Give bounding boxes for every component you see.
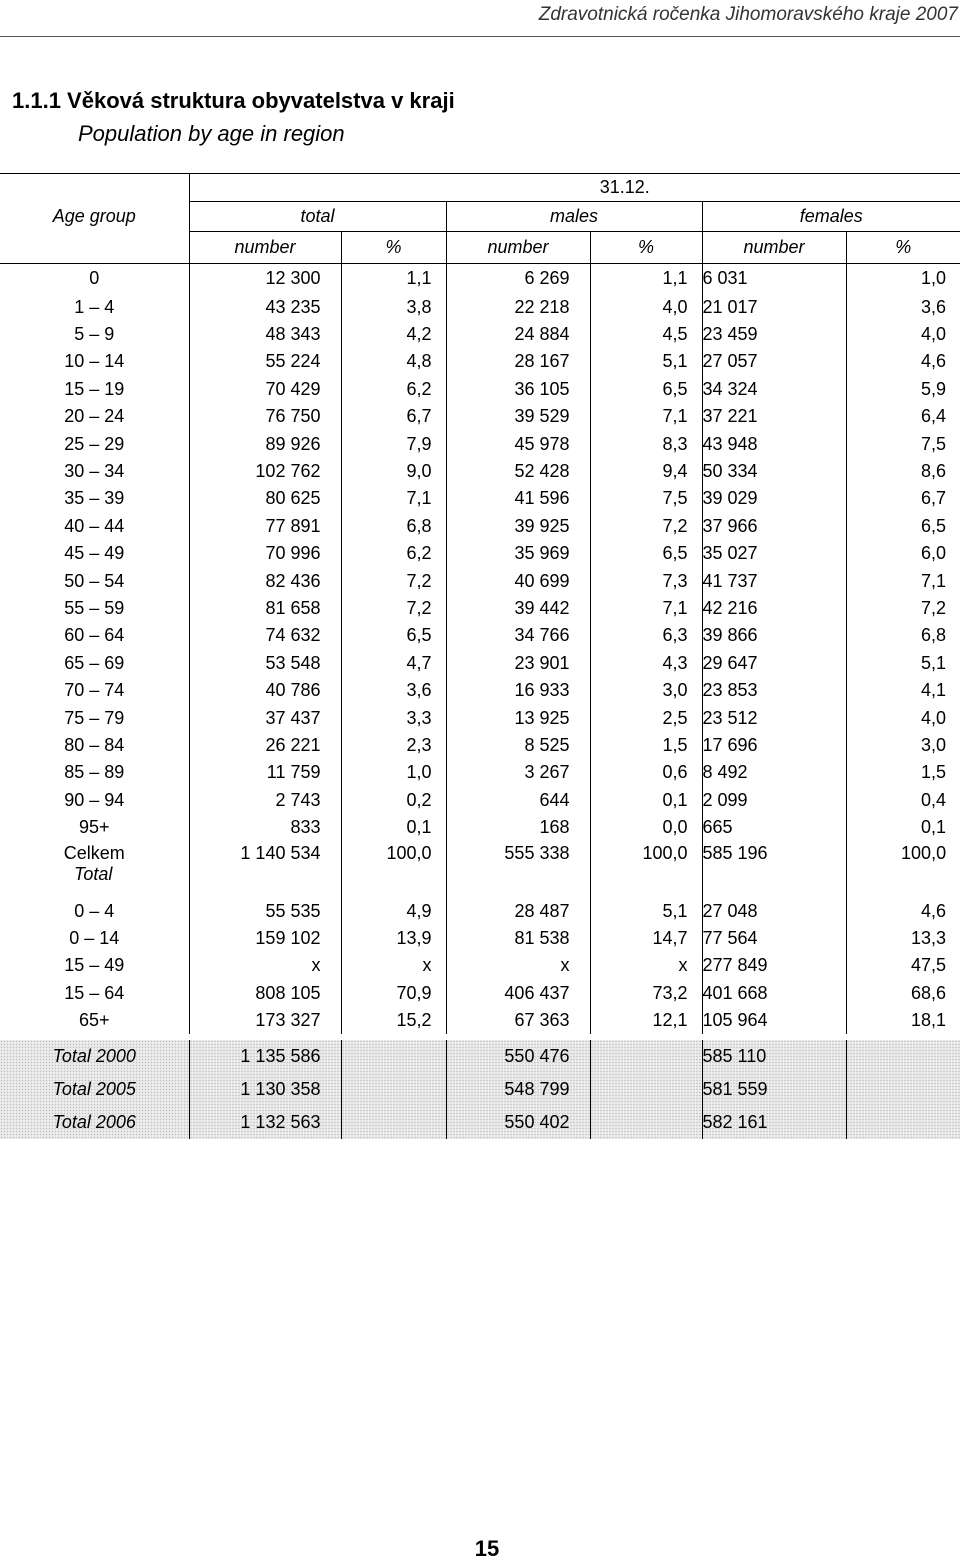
value-cell: 43 948 — [702, 430, 846, 457]
value-cell: 39 442 — [446, 595, 590, 622]
value-cell: 1,5 — [846, 759, 960, 786]
value-cell: 3 267 — [446, 759, 590, 786]
history-row — [0, 1040, 960, 1073]
value-cell: 6,5 — [590, 540, 702, 567]
table-row — [0, 294, 960, 321]
value-cell: 3,3 — [341, 704, 446, 731]
value-cell: 81 658 — [189, 595, 341, 622]
value-cell — [846, 1073, 960, 1106]
value-cell: 26 221 — [189, 732, 341, 759]
value-cell: 5,1 — [846, 650, 960, 677]
value-cell: 45 978 — [446, 430, 590, 457]
age-group-cell: Total 2000 — [0, 1040, 189, 1073]
value-cell: 34 766 — [446, 622, 590, 649]
age-group-cell: 90 – 94 — [64, 789, 125, 810]
value-cell: 7,9 — [341, 430, 446, 457]
value-cell: 5,1 — [590, 897, 702, 924]
value-cell: 7,2 — [341, 567, 446, 594]
value-cell: 6,7 — [846, 485, 960, 512]
value-cell: 74 632 — [189, 622, 341, 649]
table-row — [0, 622, 960, 649]
value-cell — [341, 1106, 446, 1139]
value-cell: 1,5 — [590, 732, 702, 759]
table-row — [0, 650, 960, 677]
value-cell: 50 334 — [702, 458, 846, 485]
value-cell — [341, 1073, 446, 1106]
age-group-cell: 15 – 19 — [64, 378, 125, 399]
value-cell: 3,8 — [341, 294, 446, 321]
value-cell: 73,2 — [590, 979, 702, 1006]
value-cell: 833 — [189, 814, 341, 841]
value-cell: 9,0 — [341, 458, 446, 485]
age-group-cell: 5 – 9 — [74, 324, 115, 345]
value-cell: 28 487 — [446, 897, 590, 924]
table-row — [0, 595, 960, 622]
subcol-header: % — [846, 232, 960, 264]
age-group-cell: 0 – 4 — [74, 900, 115, 921]
value-cell: 77 891 — [189, 513, 341, 540]
value-cell: 27 057 — [702, 348, 846, 375]
history-row — [0, 1106, 960, 1139]
age-group-cell: 55 – 59 — [64, 597, 125, 618]
value-cell: 6,8 — [341, 513, 446, 540]
age-group-cell: 75 – 79 — [64, 707, 125, 728]
value-cell: 4,6 — [846, 897, 960, 924]
value-cell: 41 737 — [702, 567, 846, 594]
age-group-cell: 35 – 39 — [64, 488, 125, 509]
history-row — [0, 1073, 960, 1106]
table-row — [0, 348, 960, 375]
table-row — [0, 485, 960, 512]
value-cell: 18,1 — [846, 1007, 960, 1034]
group-header-total: total — [189, 202, 446, 232]
value-cell: 40 699 — [446, 567, 590, 594]
value-cell: 5,9 — [846, 376, 960, 403]
value-cell: 2 099 — [702, 787, 846, 814]
age-group-cell: 85 – 89 — [64, 762, 125, 783]
value-cell: 7,1 — [846, 567, 960, 594]
value-cell: 6,3 — [590, 622, 702, 649]
value-cell: 4,0 — [846, 321, 960, 348]
value-cell: 808 105 — [189, 979, 341, 1006]
value-cell: 9,4 — [590, 458, 702, 485]
value-cell: 35 969 — [446, 540, 590, 567]
value-cell: 5,1 — [590, 348, 702, 375]
value-cell: 55 535 — [189, 897, 341, 924]
value-cell: 6,5 — [590, 376, 702, 403]
value-cell: 4,0 — [846, 704, 960, 731]
value-cell: 15,2 — [341, 1007, 446, 1034]
table-row — [0, 567, 960, 594]
age-group-cell: 25 – 29 — [64, 433, 125, 454]
value-cell: 173 327 — [189, 1007, 341, 1034]
value-cell: 1 135 586 — [189, 1040, 341, 1073]
value-cell: 406 437 — [446, 979, 590, 1006]
value-cell: 37 221 — [702, 403, 846, 430]
value-cell: 7,1 — [590, 403, 702, 430]
summary-row — [0, 979, 960, 1006]
total-value-cell: 100,0 — [341, 841, 446, 897]
group-header-females: females — [702, 202, 960, 232]
value-cell: 22 218 — [446, 294, 590, 321]
value-cell: 70 429 — [189, 376, 341, 403]
value-cell: 7,1 — [341, 485, 446, 512]
header-row-groups — [0, 202, 960, 232]
total-label-cell — [0, 841, 189, 897]
total-row — [0, 841, 960, 897]
age-group-cell: 15 – 64 — [64, 982, 125, 1003]
value-cell: 0,2 — [341, 787, 446, 814]
value-cell: 4,8 — [341, 348, 446, 375]
value-cell: 28 167 — [446, 348, 590, 375]
table-row — [0, 321, 960, 348]
page-number: 15 — [474, 1536, 500, 1561]
value-cell: 43 235 — [189, 294, 341, 321]
value-cell: 8 492 — [702, 759, 846, 786]
value-cell: 41 596 — [446, 485, 590, 512]
total-value-cell: 100,0 — [846, 841, 960, 897]
value-cell: 4,1 — [846, 677, 960, 704]
value-cell: 0,0 — [590, 814, 702, 841]
section-subtitle: Population by age in region — [78, 121, 345, 146]
age-group-cell: 60 – 64 — [64, 625, 125, 646]
age-group-cell: 1 – 4 — [74, 296, 115, 317]
value-cell: 0,1 — [590, 787, 702, 814]
value-cell: 0,1 — [341, 814, 446, 841]
table-row — [0, 430, 960, 457]
summary-row — [0, 1007, 960, 1034]
value-cell: 40 786 — [189, 677, 341, 704]
value-cell: 39 925 — [446, 513, 590, 540]
value-cell: x — [341, 952, 446, 979]
value-cell: 82 436 — [189, 567, 341, 594]
value-cell: 6,0 — [846, 540, 960, 567]
value-cell: 401 668 — [702, 979, 846, 1006]
subcol-header: % — [341, 232, 446, 264]
value-cell: 52 428 — [446, 458, 590, 485]
value-cell: 7,2 — [590, 513, 702, 540]
subcol-header: number — [189, 232, 341, 264]
table-row — [0, 677, 960, 704]
value-cell — [846, 1106, 960, 1139]
value-cell: 644 — [446, 787, 590, 814]
value-cell: 17 696 — [702, 732, 846, 759]
value-cell: 550 476 — [446, 1040, 590, 1073]
value-cell: 77 564 — [702, 925, 846, 952]
value-cell: 13 925 — [446, 704, 590, 731]
value-cell: 13,9 — [341, 925, 446, 952]
value-cell: 1,1 — [341, 264, 446, 294]
value-cell: 3,6 — [341, 677, 446, 704]
value-cell: 34 324 — [702, 376, 846, 403]
value-cell: 665 — [702, 814, 846, 841]
value-cell: 6,7 — [341, 403, 446, 430]
value-cell: 53 548 — [189, 650, 341, 677]
value-cell: 102 762 — [189, 458, 341, 485]
value-cell: 1,0 — [846, 264, 960, 294]
value-cell: 55 224 — [189, 348, 341, 375]
table-row — [0, 759, 960, 786]
value-cell: 3,0 — [846, 732, 960, 759]
age-group-cell: 15 – 49 — [64, 955, 125, 976]
value-cell: 1 132 563 — [189, 1106, 341, 1139]
value-cell — [590, 1106, 702, 1139]
value-cell — [846, 1040, 960, 1073]
value-cell: 48 343 — [189, 321, 341, 348]
value-cell: 2,3 — [341, 732, 446, 759]
value-cell: 21 017 — [702, 294, 846, 321]
value-cell: 12,1 — [590, 1007, 702, 1034]
table-row — [0, 513, 960, 540]
summary-row — [0, 952, 960, 979]
value-cell: 37 966 — [702, 513, 846, 540]
value-cell: 6,4 — [846, 403, 960, 430]
value-cell: x — [446, 952, 590, 979]
subcol-header: % — [590, 232, 702, 264]
value-cell: 1,0 — [341, 759, 446, 786]
value-cell: 4,9 — [341, 897, 446, 924]
table-row — [0, 787, 960, 814]
table-row — [0, 403, 960, 430]
value-cell: 89 926 — [189, 430, 341, 457]
value-cell: 4,6 — [846, 348, 960, 375]
value-cell: 7,3 — [590, 567, 702, 594]
total-value-cell: 100,0 — [590, 841, 702, 897]
value-cell: 47,5 — [846, 952, 960, 979]
value-cell: 68,6 — [846, 979, 960, 1006]
value-cell: 4,2 — [341, 321, 446, 348]
value-cell: 581 559 — [702, 1073, 846, 1106]
value-cell: 8 525 — [446, 732, 590, 759]
value-cell: 582 161 — [702, 1106, 846, 1139]
value-cell: 7,5 — [590, 485, 702, 512]
subcol-header: number — [446, 232, 590, 264]
value-cell: 6,5 — [341, 622, 446, 649]
value-cell — [341, 1040, 446, 1073]
value-cell: 16 933 — [446, 677, 590, 704]
value-cell: 11 759 — [189, 759, 341, 786]
value-cell: 12 300 — [189, 264, 341, 294]
age-group-cell: 10 – 14 — [64, 351, 125, 372]
date-header: 31.12. — [189, 174, 960, 202]
value-cell: 23 901 — [446, 650, 590, 677]
value-cell: 7,1 — [590, 595, 702, 622]
value-cell: 6,2 — [341, 540, 446, 567]
age-group-cell: 30 – 34 — [64, 461, 125, 482]
age-group-cell: 40 – 44 — [64, 515, 125, 536]
value-cell: 4,5 — [590, 321, 702, 348]
age-group-cell: 0 – 14 — [69, 927, 120, 948]
value-cell: 36 105 — [446, 376, 590, 403]
value-cell: 6,8 — [846, 622, 960, 649]
value-cell: 1,1 — [590, 264, 702, 294]
value-cell: 76 750 — [189, 403, 341, 430]
value-cell: 80 625 — [189, 485, 341, 512]
value-cell: 27 048 — [702, 897, 846, 924]
value-cell: 550 402 — [446, 1106, 590, 1139]
value-cell: 14,7 — [590, 925, 702, 952]
running-title: Zdravotnická ročenka Jihomoravského kraje 2007 — [538, 4, 958, 25]
value-cell: 0,4 — [846, 787, 960, 814]
value-cell: 70 996 — [189, 540, 341, 567]
value-cell: 35 027 — [702, 540, 846, 567]
value-cell: 6 269 — [446, 264, 590, 294]
age-group-cell: 95+ — [78, 817, 110, 838]
value-cell: 23 512 — [702, 704, 846, 731]
value-cell: 6 031 — [702, 264, 846, 294]
age-group-cell: Total 2005 — [0, 1073, 189, 1106]
value-cell: 7,5 — [846, 430, 960, 457]
population-table — [0, 173, 960, 1139]
table-row — [0, 540, 960, 567]
value-cell: 67 363 — [446, 1007, 590, 1034]
value-cell: 0,1 — [846, 814, 960, 841]
value-cell: 277 849 — [702, 952, 846, 979]
value-cell — [590, 1040, 702, 1073]
value-cell: 585 110 — [702, 1040, 846, 1073]
value-cell: 7,2 — [341, 595, 446, 622]
value-cell: 3,0 — [590, 677, 702, 704]
value-cell: 6,5 — [846, 513, 960, 540]
table-row — [0, 376, 960, 403]
table-row — [0, 264, 960, 294]
age-group-cell: 45 – 49 — [64, 543, 125, 564]
summary-row — [0, 897, 960, 924]
table-row — [0, 458, 960, 485]
value-cell: 105 964 — [702, 1007, 846, 1034]
value-cell: 4,3 — [590, 650, 702, 677]
value-cell: 70,9 — [341, 979, 446, 1006]
value-cell: 37 437 — [189, 704, 341, 731]
value-cell: 81 538 — [446, 925, 590, 952]
age-group-cell: 65+ — [78, 1010, 110, 1031]
summary-row — [0, 925, 960, 952]
header-row-date — [0, 174, 960, 202]
value-cell: 548 799 — [446, 1073, 590, 1106]
age-group-cell: 0 — [89, 268, 100, 289]
value-cell: 23 853 — [702, 677, 846, 704]
table-row — [0, 704, 960, 731]
group-header-males: males — [446, 202, 702, 232]
age-group-cell: 50 – 54 — [64, 570, 125, 591]
value-cell: 39 866 — [702, 622, 846, 649]
total-value-cell: 585 196 — [702, 841, 846, 897]
value-cell: 168 — [446, 814, 590, 841]
value-cell: 29 647 — [702, 650, 846, 677]
table-row — [0, 814, 960, 841]
value-cell: 2,5 — [590, 704, 702, 731]
age-group-header: Age group — [52, 206, 136, 226]
value-cell: x — [189, 952, 341, 979]
value-cell: 0,6 — [590, 759, 702, 786]
value-cell: 8,6 — [846, 458, 960, 485]
value-cell: 1 130 358 — [189, 1073, 341, 1106]
value-cell: 24 884 — [446, 321, 590, 348]
total-value-cell: 1 140 534 — [189, 841, 341, 897]
total-label-en: Total — [74, 864, 113, 885]
value-cell: 6,2 — [341, 376, 446, 403]
value-cell: 39 529 — [446, 403, 590, 430]
subcol-header: number — [702, 232, 846, 264]
age-group-cell: 65 – 69 — [64, 652, 125, 673]
value-cell: 23 459 — [702, 321, 846, 348]
total-value-cell: 555 338 — [446, 841, 590, 897]
value-cell: 7,2 — [846, 595, 960, 622]
header-row-subcols — [0, 232, 960, 264]
age-group-cell: Total 2006 — [0, 1106, 189, 1139]
header-rule — [0, 36, 960, 37]
section-title: 1.1.1 Věková struktura obyvatelstva v kraji — [12, 88, 455, 113]
age-group-cell: 80 – 84 — [64, 734, 125, 755]
age-group-cell: 20 – 24 — [64, 406, 125, 427]
value-cell: 159 102 — [189, 925, 341, 952]
value-cell: 39 029 — [702, 485, 846, 512]
value-cell: 4,0 — [590, 294, 702, 321]
value-cell: 8,3 — [590, 430, 702, 457]
value-cell — [590, 1073, 702, 1106]
value-cell: 3,6 — [846, 294, 960, 321]
age-group-cell: 70 – 74 — [64, 680, 125, 701]
value-cell: 4,7 — [341, 650, 446, 677]
table-row — [0, 732, 960, 759]
value-cell: 2 743 — [189, 787, 341, 814]
value-cell: 42 216 — [702, 595, 846, 622]
total-label-cs: Celkem — [63, 843, 125, 864]
value-cell: 13,3 — [846, 925, 960, 952]
value-cell: x — [590, 952, 702, 979]
